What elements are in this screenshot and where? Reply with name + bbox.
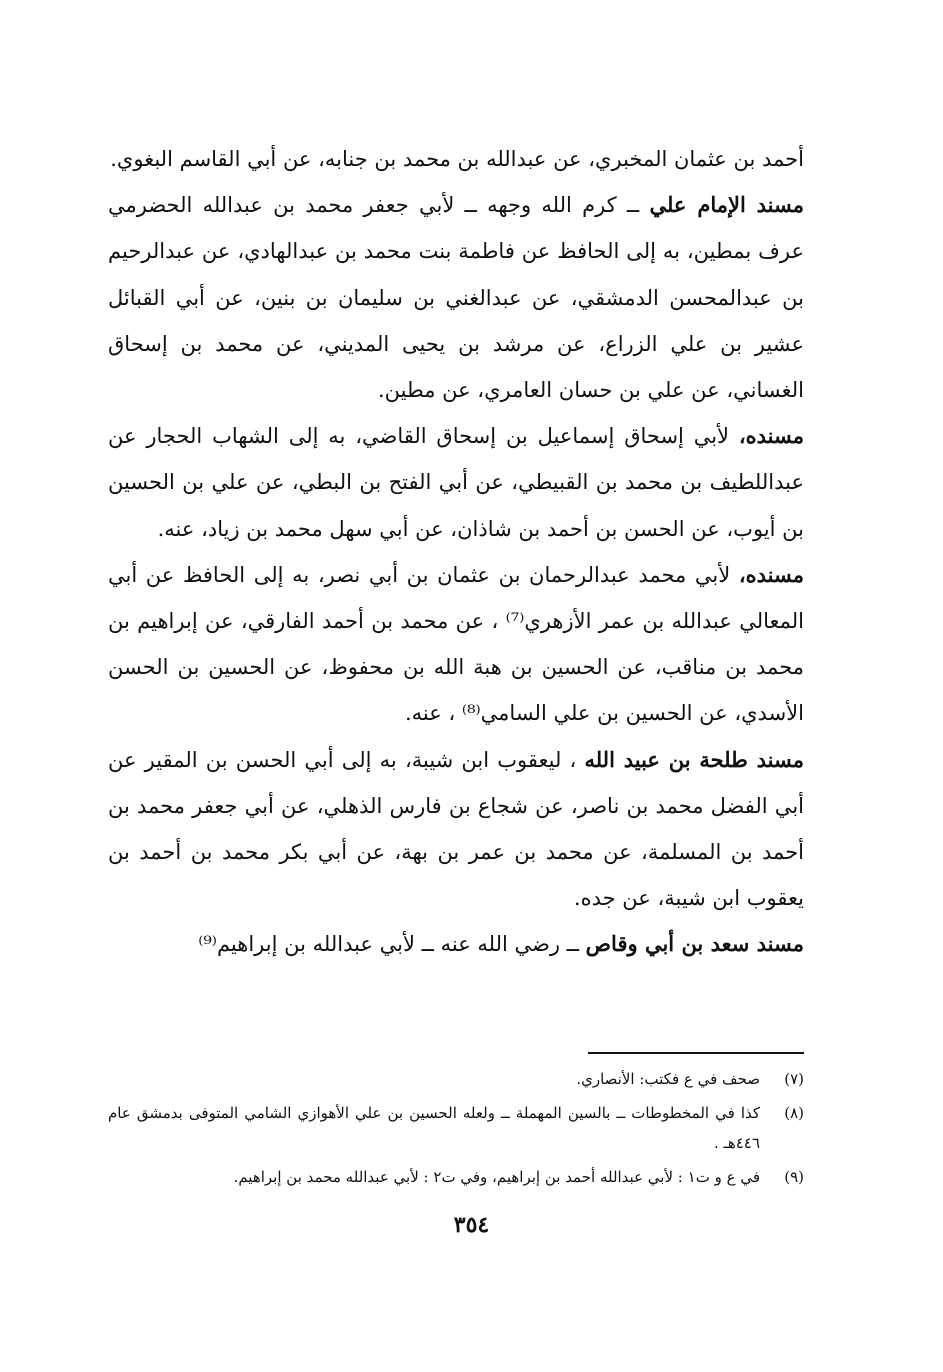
- paragraph-6: [108, 921, 804, 967]
- page-number: ٣٥٤: [453, 1212, 490, 1238]
- footnote-number: (٧): [784, 1070, 804, 1088]
- paragraph-4: [108, 552, 804, 737]
- footnote-number: (٩): [784, 1168, 804, 1186]
- footnote-8: [108, 1098, 804, 1158]
- main-text: [108, 136, 804, 968]
- paragraph-1: [108, 136, 804, 182]
- paragraph-3: [108, 413, 804, 552]
- footnote-7: [108, 1064, 804, 1094]
- paragraph-heading: مسند الإمام علي: [649, 192, 804, 218]
- paragraph-text: ، ليعقوب ابن شيبة، به إلى أبي الحسن بن المقير عن أبي الفضل محمد بن ناصر، عن شجاع بن فارس الذهلي، عن أبي جعفر محمد بن أحمد بن المسلمة، عن محمد بن عمر بن بهة، عن أبي بكر محمد بن أحمد بن يعقوب ابن شيبة، عن جده.: [108, 747, 804, 911]
- paragraph-heading: مسنده،: [738, 423, 804, 449]
- paragraph-text: ــ كرم الله وجهه ــ لأبي جعفر محمد بن عبدالله الحضرمي عرف بمطين، به إلى الحافظ عن فاطمة بنت محمد بن عبدالهادي، عن عبدالرحيم بن عبدالمحسن الدمشقي، عن عبدالغني بن سليمان بن بنين، عن أبي القبائل عشير بن علي الزراع، عن مرشد بن يحيى المديني، عن محمد بن إسحاق الغساني، عن علي بن حسان العامري، عن مطين.: [108, 193, 804, 403]
- footnote-text: صحف في ع فكتب: الأنصاري.: [576, 1070, 760, 1088]
- paragraph-heading: مسنده،: [738, 561, 804, 587]
- footnotes: [108, 1064, 804, 1196]
- footnote-text: كذا في المخطوطات ــ بالسين المهملة ــ ولعله الحسين بن علي الأهوازي الشامي المتوفى بدمشق عام ٤٤٦هـ .: [108, 1104, 760, 1152]
- paragraph-2: [108, 182, 804, 413]
- footnote-text: في ع و ت١ : لأبي عبدالله أحمد بن إبراهيم، وفي ت٢ : لأبي عبدالله محمد بن إبراهيم.: [233, 1168, 760, 1186]
- paragraph-heading: مسند سعد بن أبي وقاص: [585, 931, 804, 957]
- footnote-9: [108, 1162, 804, 1192]
- paragraph-5: [108, 737, 804, 922]
- footnote-number: (٨): [784, 1104, 804, 1122]
- paragraph-text: لأبي إسحاق إسماعيل بن إسحاق القاضي، به إلى الشهاب الحجار عن عبداللطيف بن محمد بن القبيطي، عن أبي الفتح بن البطي، عن علي بن الحسين بن أيوب، عن الحسن بن أحمد بن شاذان، عن أبي سهل محمد بن زياد، عنه.: [108, 424, 804, 541]
- paragraph-text: ــ رضي الله عنه ــ لأبي عبدالله بن إبراهيم⁽⁹⁾: [198, 932, 586, 957]
- paragraph-text: أحمد بن عثمان المخبري، عن عبدالله بن محمد بن جنابه، عن أبي القاسم البغوي.: [110, 147, 804, 171]
- paragraph-heading: مسند طلحة بن عبيد الله: [584, 746, 804, 772]
- footnote-divider: [588, 1052, 804, 1054]
- paragraph-text: لأبي محمد عبدالرحمان بن عثمان بن أبي نصر، به إلى الحافظ عن أبي المعالي عبدالله بن عمر الأزهري⁽⁷⁾ ، عن محمد بن أحمد الفارقي، عن إبراهيم بن محمد بن مناقب، عن الحسين بن هبة الله بن محفوظ، عن الحسين بن الحسن الأسدي، عن الحسين بن علي السامي⁽⁸⁾ ، عنه.: [108, 562, 804, 726]
